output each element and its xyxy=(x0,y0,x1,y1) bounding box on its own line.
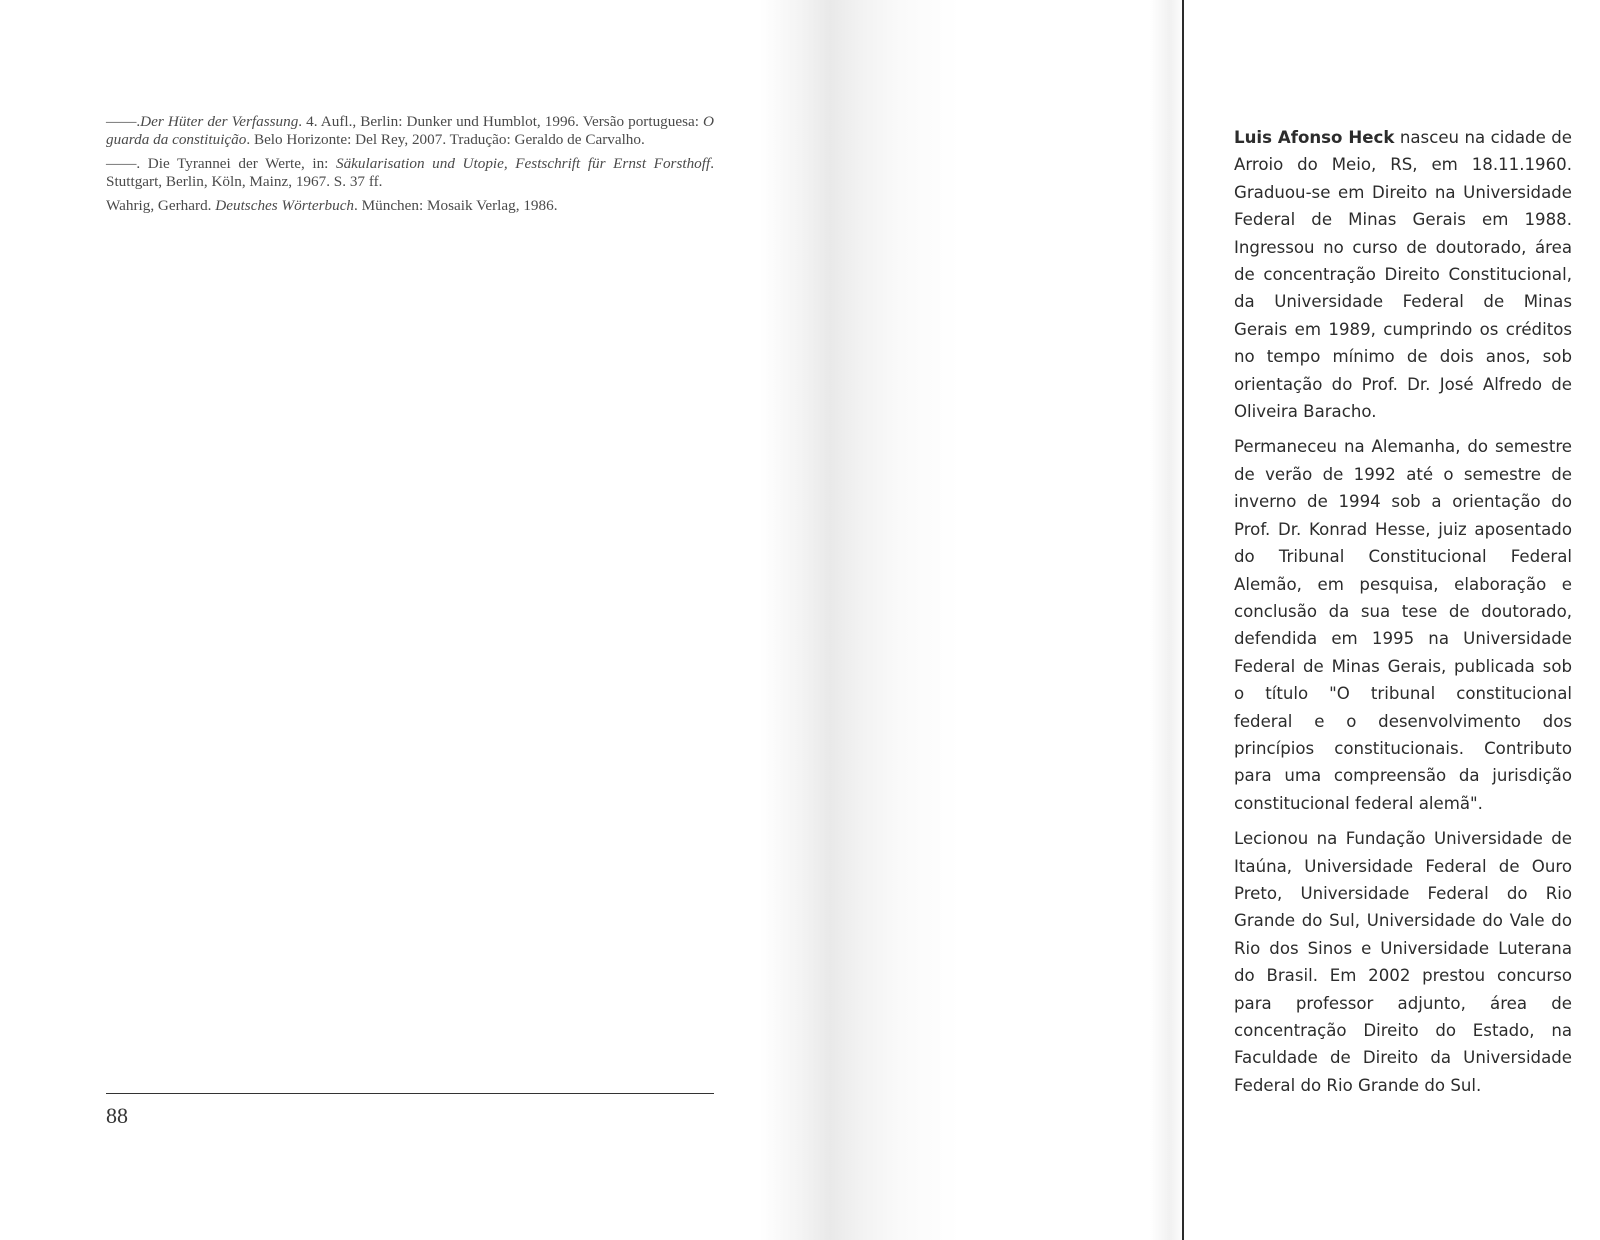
bio-paragraph: Permaneceu na Alemanha, do semestre de verão de 1992 até o semestre de inverno de 1994 sob a orientação do Prof. Dr. Konrad Hesse, juiz aposentado do Tribunal Constitucional Federal Alemão, em pesquisa, elaboração e conclusão da sua tese de doutorado, defendida em 1995 na Universidade Federal de Minas Gerais, publicada sob o título "O tribunal constitucional federal e o desenvolvimento dos princípios constitucionais. Contributo para uma compreensão da jurisdição constitucional federal alemã". xyxy=(1234,437,1572,813)
reference-entry: Wahrig, Gerhard. Deutsches Wörterbuch. München: Mosaik Verlag, 1986. xyxy=(106,197,558,214)
page-edge-line xyxy=(1182,0,1184,1240)
bibliography-list xyxy=(106,113,714,221)
bio-paragraph: Luis Afonso Heck nasceu na cidade de Arroio do Meio, RS, em 18.11.1960. Graduou-se em Direito na Universidade Federal de Minas Gerais em 1988. Ingressou no curso de doutorado, área de concentração Direito Constitucional, da Universidade Federal de Minas Gerais em 1989, cumprindo os créditos no tempo mínimo de dois anos, sob orientação do Prof. Dr. José Alfredo de Oliveira Baracho. xyxy=(1234,128,1572,422)
reference-entry: ——.Der Hüter der Verfassung. 4. Aufl., Berlin: Dunker und Humblot, 1996. Versão portuguesa: O guarda da constituição. Belo Horizonte: Del Rey, 2007. Tradução: Geraldo de Carvalho. xyxy=(106,113,714,148)
author-bio xyxy=(1234,124,1572,1107)
bio-paragraph: Lecionou na Fundação Universidade de Itaúna, Universidade Federal de Ouro Preto, Universidade Federal do Rio Grande do Sul, Universidade do Vale do Rio dos Sinos e Universidade Luterana do Brasil. Em 2002 prestou concurso para professor adjunto, área de concentração Direito do Estado, na Faculdade de Direito da Universidade Federal do Rio Grande do Sul. xyxy=(1234,829,1572,1095)
reference-entry: ——. Die Tyrannei der Werte, in: Säkularisation und Utopie, Festschrift für Ernst Forsthoff. Stuttgart, Berlin, Köln, Mainz, 1967. S. 37 ff. xyxy=(106,155,714,190)
footer-rule xyxy=(106,1093,714,1094)
page-number: 88 xyxy=(106,1103,128,1128)
author-name: Luis Afonso Heck xyxy=(1234,128,1395,147)
